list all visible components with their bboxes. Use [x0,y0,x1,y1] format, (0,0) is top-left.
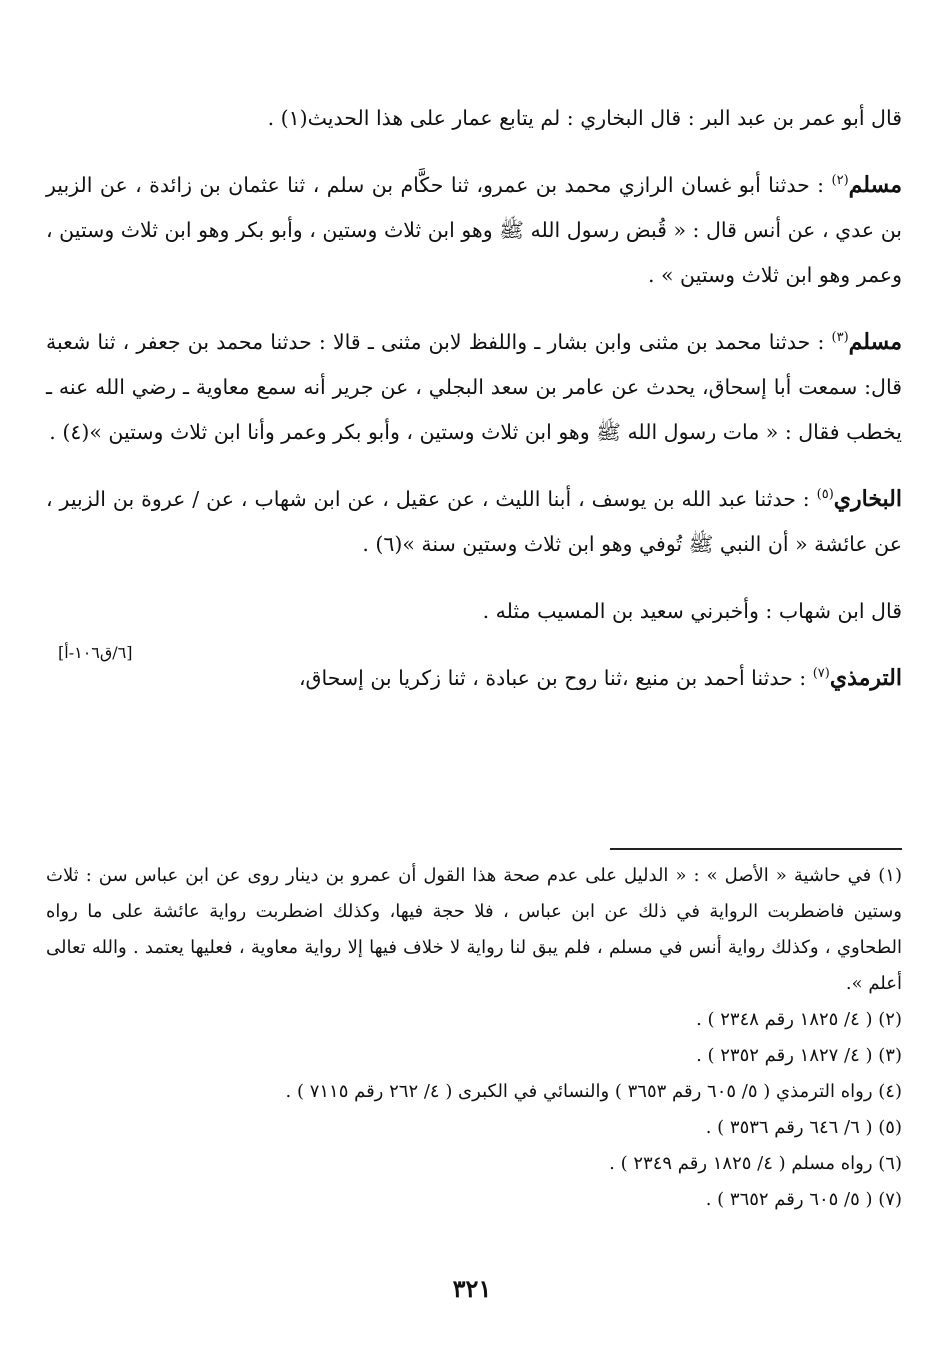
footnotes [46,858,902,1218]
footnote-7: (٧) ( ٥/ ٦٠٥ رقم ٣٦٥٢ ) . [705,1189,902,1210]
footnote-ref: (٣) [831,330,849,346]
paragraph-ibn-shihab [46,589,902,634]
paragraph-tirmidhi [46,656,902,701]
narrator-name: مسلم [848,329,902,355]
main-text [46,96,902,701]
paragraph-muslim-1 [46,163,902,298]
narrator-name: البخاري [833,486,902,512]
paragraph-muslim-2 [46,320,902,455]
footnote-ref: (٢) [831,173,849,189]
paragraph-bukhari [46,477,902,567]
paragraph-text: : حدثنا محمد بن مثنى وابن بشار ـ واللفظ لابن مثنى ـ قالا : حدثنا محمد بن جعفر ، ثنا شعبة قال: سمعت أبا إسحاق، يحدث عن عامر بن سعد البجلي ، عن جرير أنه سمع معاوية ـ رضي الله عنه ـ يخطب فقال : « مات رسول الله ﷺ وهو ابن ثلاث وستين ، وأبو بكر وعمر وأنا ابن ثلاث وستين »(٤) . [46,330,902,444]
narrator-name: مسلم [848,172,902,198]
manuscript-folio-reference: [٦/ق١٠٦-أ] [58,643,133,662]
page-number: ٣٢١ [452,1274,492,1303]
paragraph-text: : حدثنا أحمد بن منيع ،ثنا روح بن عبادة ، ثنا زكريا بن إسحاق، [298,666,813,690]
paragraph-text: قال أبو عمر بن عبد البر : قال البخاري : لم يتابع عمار على هذا الحديث(١) . [267,106,902,130]
footnote-1: (١) في حاشية « الأصل » : « الدليل على عدم صحة هذا القول أن عمرو بن دينار روى عن ابن عباس سن : ثلاث وستين فاضطربت الرواية في ذلك عن ابن عباس ، فلا حجة فيها، وكذلك اضطربت رواية عائشة على ما رواه الطحاوي ، وكذلك رواية أنس في مسلم ، فلم يبق لنا رواية لا خلاف فيها إلا رواية معاوية ، فعليها يعتمد . والله تعالى أعلم ». [46,865,902,994]
footnote-6: (٦) رواه مسلم ( ٤/ ١٨٢٥ رقم ٢٣٤٩ ) . [609,1153,902,1174]
paragraph-text: : حدثنا أبو غسان الرازي محمد بن عمرو، ثنا حكَّام بن سلم ، ثنا عثمان بن زائدة ، عن الزبير بن عدي ، عن أنس قال : « قُبض رسول الله ﷺ وهو ابن ثلاث وستين ، وأبو بكر وهو ابن ثلاث وستين ، وعمر وهو ابن ثلاث وستين » . [46,173,902,287]
footnote-separator [610,848,902,850]
footnote-4: (٤) رواه الترمذي ( ٥/ ٦٠٥ رقم ٣٦٥٣ ) والنسائي في الكبرى ( ٤/ ٢٦٢ رقم ٧١١٥ ) . [285,1081,902,1102]
paragraph-text: قال ابن شهاب : وأخبرني سعيد بن المسيب مثله . [482,599,902,623]
paragraph-text: : حدثنا عبد الله بن يوسف ، أبنا الليث ، عن عقيل ، عن ابن شهاب ، عن / عروة بن الزبير ، عن عائشة « أن النبي ﷺ تُوفي وهو ابن ثلاث وستين سنة »(٦) . [46,487,902,556]
footnote-ref: (٧) [812,666,830,682]
narrator-name: الترمذي [829,665,902,691]
footnote-3: (٣) ( ٤/ ١٨٢٧ رقم ٢٣٥٢ ) . [696,1045,902,1066]
paragraph-ibn-abd-al-barr [46,96,902,141]
footnote-2: (٢) ( ٤/ ١٨٢٥ رقم ٢٣٤٨ ) . [696,1009,902,1030]
footnote-5: (٥) ( ٦/ ٦٤٦ رقم ٣٥٣٦ ) . [705,1117,902,1138]
footnote-ref: (٥) [816,487,834,503]
